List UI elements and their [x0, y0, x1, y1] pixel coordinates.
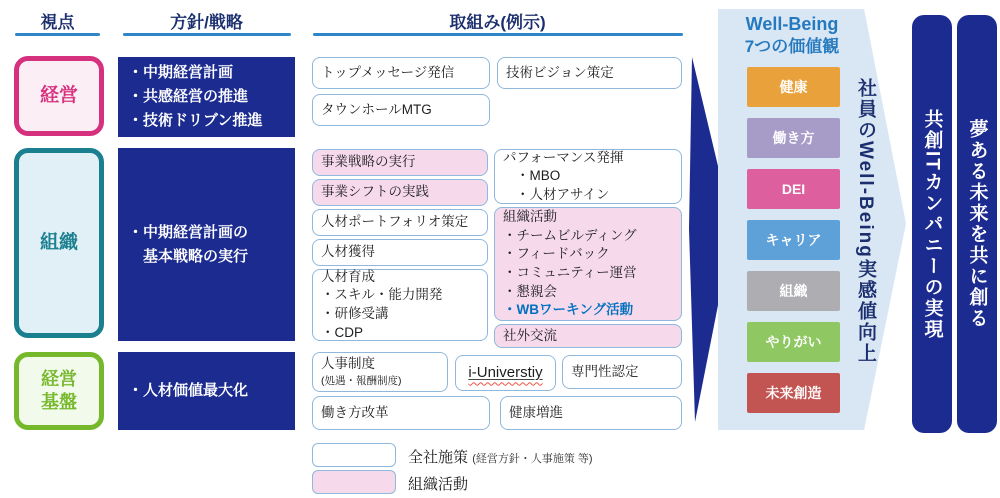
- policy-box-management: [118, 57, 295, 137]
- value-tile-health: 健康: [747, 67, 840, 107]
- initiative-talent-acquisition: [312, 239, 488, 266]
- policy-line: ・人材価値最大化: [128, 382, 249, 399]
- header-underline-initiatives: [313, 33, 683, 36]
- initiative-i-university: [455, 355, 556, 391]
- legend-swatch-all-company: [312, 443, 396, 467]
- initiative-business-shift: [312, 179, 488, 206]
- initiative-health-promotion: [500, 396, 682, 430]
- initiative-performance: [494, 149, 682, 204]
- viewpoint-label-management: 経営: [39, 84, 78, 106]
- initiative-label: 事業戦略の実行: [321, 154, 416, 170]
- value-tile-fulfillment: やりがい: [747, 322, 840, 362]
- initiative-line: ・チームビルディング: [503, 227, 637, 243]
- initiative-note: (処遇・報酬制度): [321, 375, 402, 388]
- initiative-hr-system: [312, 352, 448, 392]
- initiative-line: ・研修受講: [321, 306, 389, 321]
- initiative-label: 働き方改革: [321, 404, 389, 420]
- initiative-label: 事業シフトの実践: [321, 184, 429, 200]
- header-underline-viewpoint: [15, 33, 100, 36]
- initiative-line: ・人材アサイン: [516, 186, 610, 202]
- column-header-viewpoint: 視点: [40, 13, 75, 32]
- viewpoint-box-management: [14, 56, 104, 136]
- policy-line: ・技術ドリブン推進: [128, 112, 263, 129]
- legend-swatch-org-activity: [312, 470, 396, 494]
- policy-line: ・共感経営の推進: [128, 88, 249, 105]
- initiative-line: ・コミュニティー運営: [503, 265, 637, 280]
- initiative-townhall-mtg: [312, 94, 490, 126]
- value-tile-organization: 組織: [747, 271, 840, 311]
- legend-text: 全社施策: [408, 449, 469, 466]
- initiative-line: 人材育成: [321, 268, 375, 284]
- initiative-talent-development: [312, 269, 488, 341]
- initiative-label: トップメッセージ発信: [321, 64, 455, 80]
- initiative-specialty-certification: [562, 355, 682, 389]
- initiative-line: ・CDP: [321, 324, 364, 340]
- initiative-line: ・フィードバック: [503, 246, 610, 262]
- initiative-org-activity: [494, 207, 682, 321]
- wellbeing-title: [722, 14, 862, 57]
- legend-label-org-activity: [408, 473, 468, 494]
- initiative-workstyle-reform: [312, 396, 490, 430]
- wellbeing-title-line2: 7つの価値観: [744, 36, 840, 56]
- wellbeing-title-line1: Well-Being: [745, 14, 839, 34]
- viewpoint-box-organization: [14, 148, 104, 338]
- initiative-label: i-Universtiy: [468, 363, 543, 381]
- initiative-line: ・MBO: [516, 168, 561, 184]
- initiative-line: パフォーマンス発揮: [503, 149, 624, 165]
- initiative-label: 技術ビジョン策定: [506, 64, 614, 80]
- goal-bar-cocreation-it-company: [912, 15, 952, 433]
- initiative-label: 人材ポートフォリオ策定: [321, 214, 469, 230]
- legend-text: 組織活動: [408, 476, 469, 493]
- initiative-top-message: [312, 57, 490, 89]
- red-wavy-underline: [468, 363, 542, 384]
- vertical-text: 夢ある未来を共に創る: [966, 119, 988, 329]
- column-header-policy: 方針/戦略: [170, 13, 243, 32]
- value-tile-dei: DEI: [747, 169, 840, 209]
- initiative-line: 人事制度: [321, 356, 375, 372]
- policy-box-foundation: [118, 352, 295, 430]
- header-underline-policy: [123, 33, 291, 36]
- viewpoint-label-organization: 組織: [39, 231, 78, 253]
- initiative-external-exchange: [494, 324, 682, 348]
- goal-bar-dream-future: [957, 15, 997, 433]
- initiative-label: 健康増進: [509, 404, 563, 420]
- wellbeing-side-text: [852, 68, 882, 373]
- initiative-label: 社外交流: [503, 327, 557, 343]
- initiative-line-wb-working: ・WBワーキング活動: [503, 302, 634, 318]
- legend-note: (経営方針・人事施策 等): [472, 453, 593, 465]
- policy-line: 基本戦略の実行: [143, 247, 249, 265]
- policy-box-organization: [118, 148, 295, 341]
- initiative-label: 人材獲得: [321, 244, 375, 260]
- value-tile-future: 未来創造: [747, 373, 840, 413]
- initiative-tech-vision: [497, 57, 682, 89]
- vertical-text: 社員のWell-Being実感値向上: [855, 77, 876, 364]
- policy-line: ・中期経営計画の: [128, 223, 249, 241]
- initiative-line: ・スキル・能力開発: [321, 287, 443, 303]
- legend-label-all-company: [408, 446, 593, 467]
- initiative-label: タウンホールMTG: [321, 101, 432, 117]
- policy-line: ・中期経営計画: [128, 64, 234, 81]
- value-tile-workstyle: 働き方: [747, 118, 840, 158]
- value-tile-career: キャリア: [747, 220, 840, 260]
- viewpoint-box-foundation: [14, 352, 104, 430]
- initiative-line: 組織活動: [503, 209, 557, 225]
- vertical-text: 共創ITカンパニーの実現: [921, 108, 943, 340]
- initiative-line: ・懇親会: [503, 283, 557, 299]
- initiative-label: 専門性認定: [571, 363, 639, 379]
- column-header-initiatives: 取組み(例示): [449, 13, 546, 32]
- initiative-talent-portfolio: [312, 209, 488, 236]
- viewpoint-label-foundation-line2: 基盤: [41, 392, 77, 412]
- viewpoint-label-foundation-line1: 経営: [41, 368, 77, 389]
- initiative-business-strategy: [312, 149, 488, 176]
